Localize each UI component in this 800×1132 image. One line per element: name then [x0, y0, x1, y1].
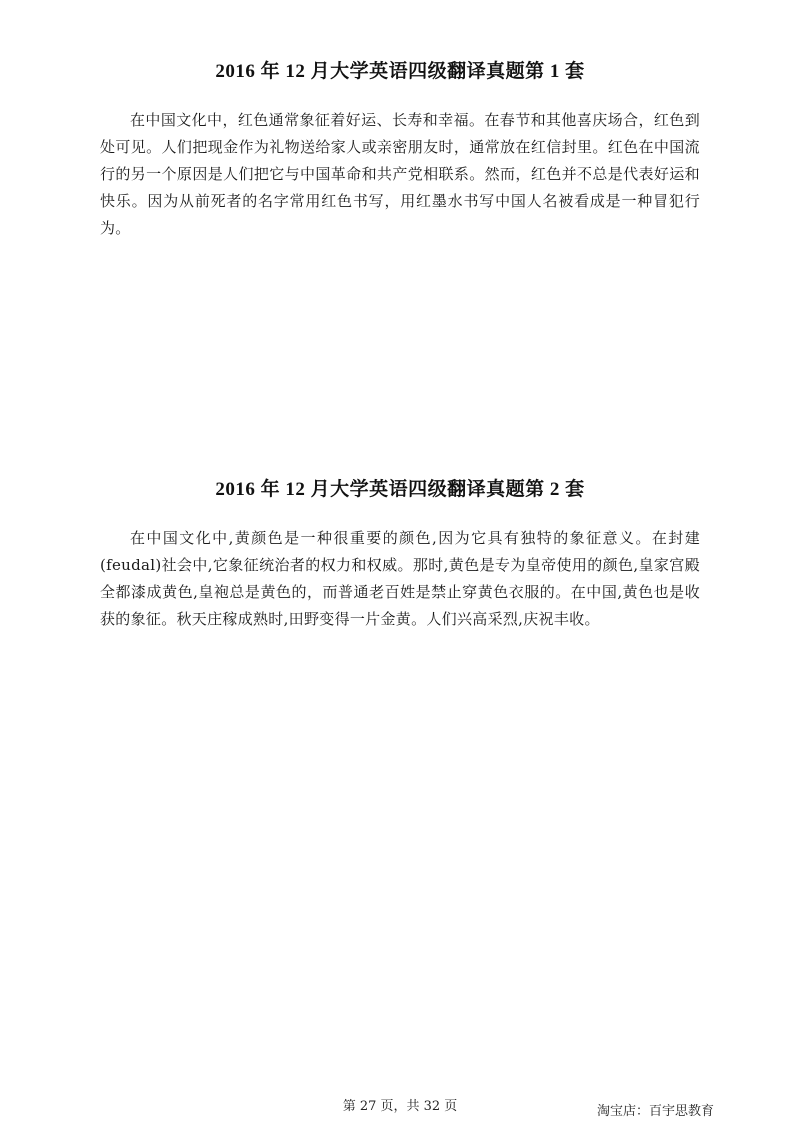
section-title: 2016 年 12 月大学英语四级翻译真题第 2 套 [215, 479, 585, 500]
page-number: 第 27 页，共 32 页 [342, 1099, 458, 1114]
section-paragraph: 在中国文化中，红色通常象征着好运、长寿和幸福。在春节和其他喜庆场合，红色到处可见。人们把现金作为礼物送给家人或亲密朋友时，通常放在红信封里。红色在中国流行的另一个原因是人们把它与中国革命和共产党相联系。然而，红色并不总是代表好运和快乐。因为从前死者的名字常用红色书写，用红墨水书写中国人名被看成是一种冒犯行为。 [100, 111, 700, 237]
translation-section-2 [100, 474, 700, 633]
shop-credit: 淘宝店：百宇思教育 [596, 1104, 714, 1119]
translation-section-1 [100, 56, 700, 242]
section-paragraph: 在中国文化中,黄颜色是一种很重要的颜色,因为它具有独特的象征意义。在封建(feudal)社会中,它象征统治者的权力和权威。那时,黄色是专为皇帝使用的颜色,皇家宫殿全都漆成黄色,皇袍总是黄色的，而普通老百姓是禁止穿黄色衣服的。在中国,黄色也是收获的象征。秋天庄稼成熟时,田野变得一片金黄。人们兴高采烈,庆祝丰收。 [100, 529, 700, 628]
section-title: 2016 年 12 月大学英语四级翻译真题第 1 套 [215, 61, 585, 82]
